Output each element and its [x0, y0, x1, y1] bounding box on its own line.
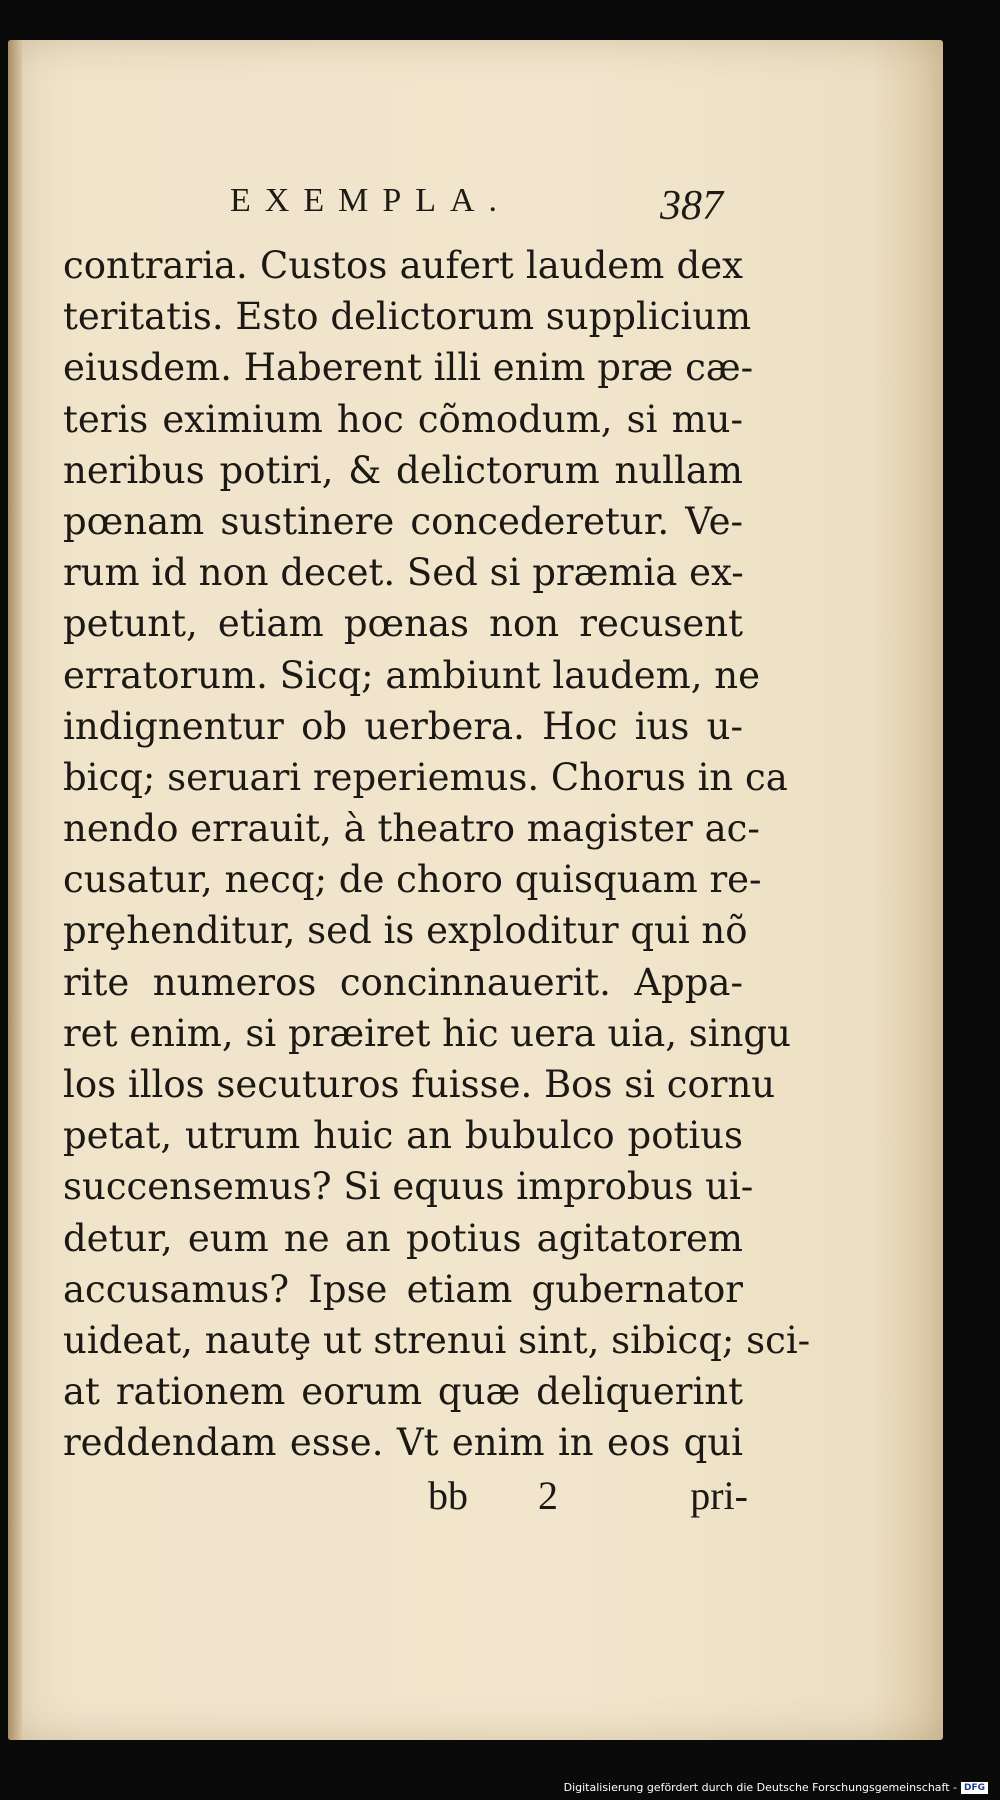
text-line: uideat, nautȩ ut strenui sint, sibicq; sci- — [63, 1318, 811, 1362]
text-line: teris eximium hoc cõmodum, si mu- — [63, 397, 743, 441]
page-number: 387 — [660, 183, 723, 229]
running-head: EXEMPLA. — [230, 182, 512, 219]
text-line: bicq; seruari reperiemus. Chorus in ca — [63, 755, 788, 799]
dfg-logo: DFG — [961, 1782, 988, 1794]
body-text — [63, 240, 811, 1469]
text-line: pœnam sustinere concederetur. Ve- — [63, 499, 743, 543]
text-line: rum id non decet. Sed si præmia ex- — [63, 551, 744, 595]
signature-mark: bb — [428, 1473, 468, 1518]
text-line: accusamus? Ipse etiam gubernator — [63, 1267, 743, 1311]
text-line: succensemus? Si equus improbus ui- — [63, 1165, 754, 1209]
page-binding-edge — [8, 40, 22, 1740]
catchword: pri- — [690, 1473, 748, 1518]
signature-number: 2 — [538, 1473, 558, 1518]
credit-text: Digitalisierung gefördert durch die Deutsche Forschungsgemeinschaft - — [563, 1781, 957, 1794]
text-line: eiusdem. Haberent illi enim præ cæ- — [63, 346, 754, 390]
text-line: neribus potiri, & delictorum nullam — [63, 448, 743, 492]
text-line: detur, eum ne an potius agitatorem — [63, 1216, 743, 1260]
text-line: ret enim, si præiret hic uera uia, singu — [63, 1011, 791, 1055]
text-line: petat, utrum huic an bubulco potius — [63, 1114, 743, 1158]
text-line: indignentur ob uerbera. Hoc ius u- — [63, 704, 743, 748]
digitization-credit — [564, 1781, 988, 1794]
text-line: cusatur, necq; de choro quisquam re- — [63, 858, 762, 902]
text-line: erratorum. Sicq; ambiunt laudem, ne — [63, 653, 761, 697]
catchword-line — [428, 1472, 748, 1522]
text-line: contraria. Custos aufert laudem dex — [63, 244, 743, 287]
text-line: reddendam esse. Vt enim in eos qui — [63, 1421, 743, 1465]
text-line: petunt, etiam pœnas non recusent — [63, 602, 743, 646]
text-line: los illos secuturos fuisse. Bos si cornu — [63, 1063, 776, 1106]
text-line: teritatis. Esto delictorum supplicium — [63, 295, 752, 339]
text-line: prȩhenditur, sed is exploditur qui nõ — [63, 909, 748, 953]
text-line: nendo errauit, à theatro magister ac- — [63, 807, 760, 851]
text-line: rite numeros concinnauerit. Appa- — [63, 960, 743, 1004]
book-page — [8, 40, 943, 1740]
text-line: at rationem eorum quæ deliquerint — [63, 1370, 743, 1414]
